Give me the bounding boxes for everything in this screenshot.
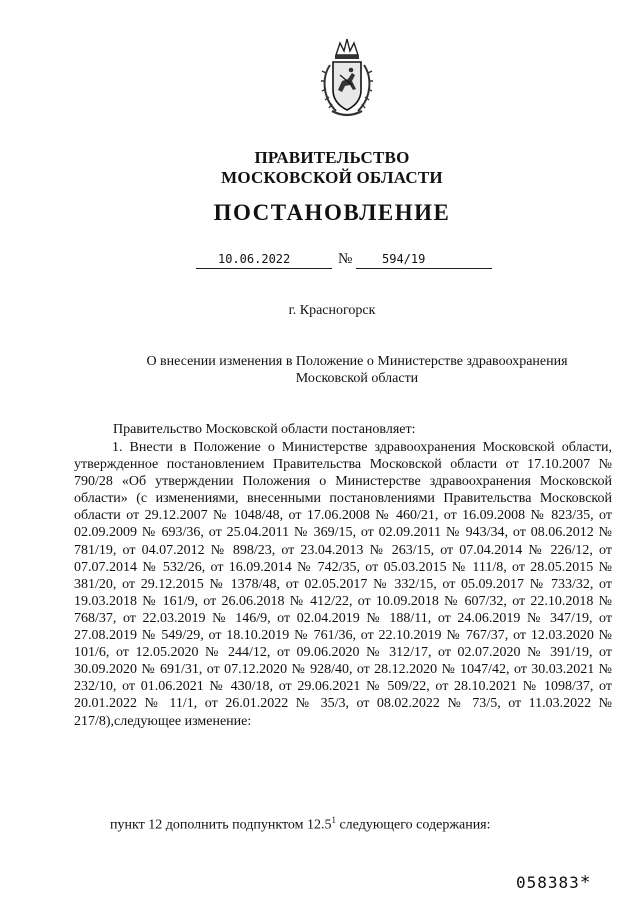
form-serial-number: [516, 872, 592, 893]
government-name-line1: ПРАВИТЕЛЬСТВО: [254, 148, 410, 167]
paragraph-1: 1. Внести в Положение о Министерстве здравоохранения Московской области, утвержденное постановлением Правительства Московской области от 17.10.2007 № 790/28 «Об утверждении Положения о Министерстве здравоохранения Московской области» (с изменениями, внесенными постановлениями Правительства Московской области от 29.12.2007 № 1048/48, от 17.06.2008 № 460/21, от 16.09.2008 № 823/35, от 02.09.2009 № 693/36, от 25.04.2011 № 369/15, от 02.09.2011 № 943/34, от 08.06.2012 № 781/19, от 04.07.2012 № 898/23, от 23.04.2013 № 263/15, от 07.04.2014 № 226/12, от 07.07.2014 № 532/26, от 16.09.2014 № 742/35, от 05.03.2015 № 111/8, от 28.05.2015 № 381/20, от 29.12.2015 № 1378/48, от 02.05.2017 № 332/15, от 05.09.2017 № 733/32, от 19.03.2018 № 161/9, от 26.06.2018 № 412/22, от 10.09.2018 № 607/32, от 22.10.2018 № 768/37, от 22.03.2019 № 146/9, от 02.04.2019 № 188/11, от 24.06.2019 № 347/19, от 27.08.2019 № 549/29, от 18.10.2019 № 761/36, от 22.10.2019 № 767/37, от 12.03.2020 № 101/6, от 12.05.2020 № 244/12, от 09.06.2020 № 312/17, от 02.07.2020 № 391/19, от 30.09.2020 № 691/31, от 07.12.2020 № 928/40, от 28.12.2020 № 1047/42, от 30.03.2021 № 232/10, от 01.06.2021 № 430/18, от 29.06.2021 № 509/22, от 28.10.2021 № 1098/37, от 20.01.2022 № 11/1, от 26.01.2022 № 35/3, от 08.02.2022 № 73/5, от 11.03.2022 № 217/8),следующее изменение:: [74, 440, 612, 729]
serial-digits: 058383: [516, 873, 580, 892]
document-number: 594/19: [356, 253, 492, 269]
coat-of-arms-icon: [318, 35, 376, 121]
closing-line: [110, 815, 491, 834]
intro-line: Правительство Московской области постановляет:: [113, 422, 416, 437]
star-icon: *: [579, 872, 592, 893]
government-name-line2: МОСКОВСКОЙ ОБЛАСТИ: [221, 168, 443, 187]
city-line: г. Красногорск: [288, 303, 376, 318]
closing-text-after: следующего содержания:: [335, 817, 491, 833]
closing-superscript: 1: [331, 815, 336, 825]
closing-text-before: пункт 12 дополнить подпунктом 12.5: [110, 817, 332, 833]
date-number-line: [0, 253, 640, 273]
document-date: 10.06.2022: [196, 253, 332, 269]
document-subject: О внесении изменения в Положение о Министерстве здравоохранения Московской области: [146, 354, 568, 386]
number-sign: №: [338, 251, 353, 267]
document-type-title: ПОСТАНОВЛЕНИЕ: [213, 200, 451, 225]
